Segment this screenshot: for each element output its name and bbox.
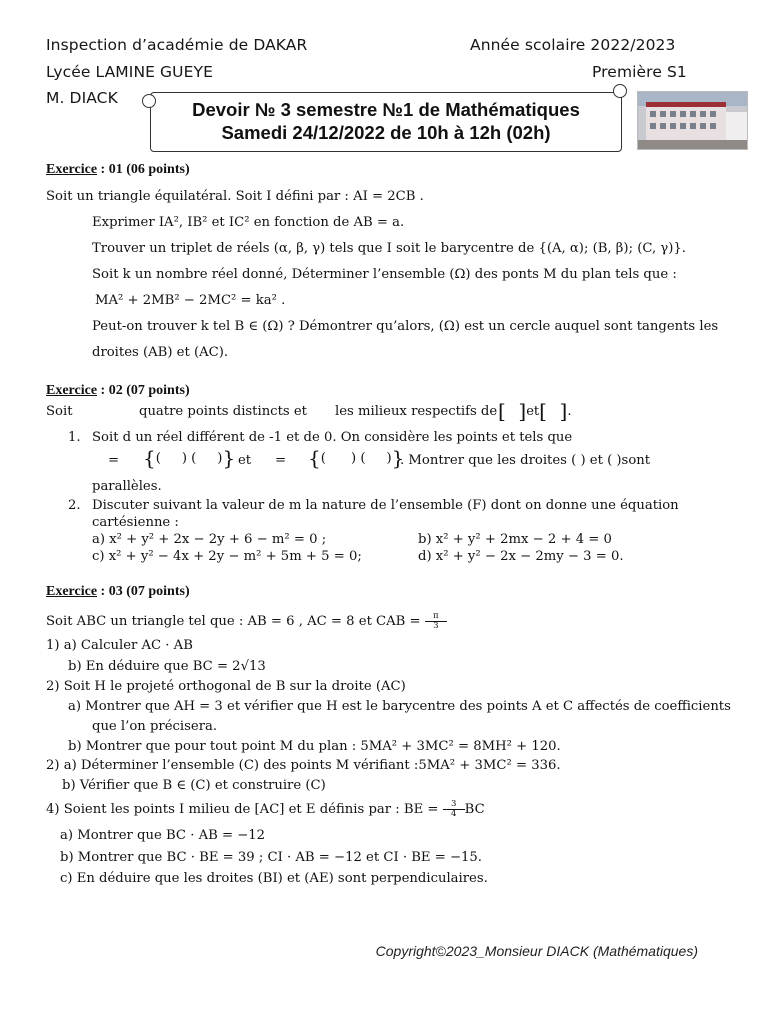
ex3-q4 xyxy=(46,800,485,819)
ex3-q4-fraction xyxy=(443,800,465,819)
academy-name: Inspection d’académie de DAKAR xyxy=(46,36,308,54)
ex2-q2-text: Discuter suivant la valeur de m la nature de l’ensemble (F) dont on donne une équation xyxy=(92,498,679,513)
ex2-et-word: et xyxy=(526,404,540,419)
ex3-q2a-2: que l’on précisera. xyxy=(92,719,218,734)
ex1-line-1: Soit un triangle équilatéral. Soit I défini par : AI = 2CB . xyxy=(46,189,424,204)
ex3-q1b: b) En déduire que BC = 2√13 xyxy=(68,659,266,674)
ex3-q4-tail: BC xyxy=(464,802,485,817)
ex1-line-2: Exprimer IA², IB² et IC² en fonction de AB = a. xyxy=(92,215,405,230)
ex3-line-1 xyxy=(46,612,447,631)
ex1-line-4: Soit k un nombre réel donné, Déterminer l’ensemble (Ω) des ponts M du plan tels que : xyxy=(92,267,677,282)
ex2-q1-end: parallèles. xyxy=(92,479,162,494)
ex2-q2-number: 2. xyxy=(68,498,81,513)
exercise-3-label: Exercice xyxy=(46,584,98,599)
scroll-curl-left xyxy=(142,94,156,108)
ex3-q4-text: 4) Soient les points I milieu de [AC] et E définis par : BE = xyxy=(46,802,439,817)
title-line-2: Samedi 24/12/2022 de 10h à 12h (02h) xyxy=(221,122,551,143)
exercise-2-heading xyxy=(46,383,190,399)
ex1-line-7: droites (AB) et (AC). xyxy=(92,345,229,360)
school-year: Année scolaire 2022/2023 xyxy=(470,36,676,54)
exercise-1-label: Exercice xyxy=(46,162,98,177)
exercise-3-points: : 03 (07 points) xyxy=(100,584,190,599)
ex2-eq-a: a) x² + y² + 2x − 2y + 6 − m² = 0 ; xyxy=(92,532,327,547)
ex3-q3a: 2) a) Déterminer l’ensemble (C) des points M vérifiant :5MA² + 3MC² = 336. xyxy=(46,758,561,773)
ex2-q1-eq2: = xyxy=(275,453,287,468)
ex3-q3b: b) Vérifier que B ∈ (C) et construire (C) xyxy=(62,778,326,793)
exercise-1-points: : 01 (06 points) xyxy=(100,162,190,177)
class-name: Première S1 xyxy=(592,63,687,81)
title-line-1: Devoir № 3 semestre №1 de Mathématiques xyxy=(192,99,580,120)
ex3-q2a: a) Montrer que AH = 3 et vérifier que H est le barycentre des points A et C affectés de coefficients xyxy=(68,699,731,714)
school-building-photo xyxy=(637,91,748,150)
ex1-line-3: Trouver un triplet de réels (α, β, γ) tels que I soit le barycentre de {(A, α); (B, β); (C, γ)}. xyxy=(92,241,686,256)
ex2-eq-d: d) x² + y² − 2x − 2my − 3 = 0. xyxy=(418,549,624,564)
ex1-line-6: Peut-on trouver k tel B ∈ (Ω) ? Démontrer qu’alors, (Ω) est un cercle auquel sont tangents les xyxy=(92,319,719,334)
scroll-curl-right xyxy=(613,84,627,98)
ex3-q4-num: 3 xyxy=(443,800,465,810)
ex3-q4-den: 4 xyxy=(450,809,457,819)
ex2-q1-set2: {( ) ( )} xyxy=(308,446,405,470)
ex3-q1a: 1) a) Calculer AC · AB xyxy=(46,638,193,653)
copyright: Copyright©2023_Monsieur DIACK (Mathématiques) xyxy=(375,943,698,959)
exercise-1-heading xyxy=(46,162,190,178)
ex2-q1-set1: {( ) ( )} xyxy=(143,446,236,470)
ex3-line-1-text: Soit ABC un triangle tel que : AB = 6 , AC = 8 et CAB = xyxy=(46,614,421,629)
exercise-3-heading xyxy=(46,584,190,600)
ex2-eq-c: c) x² + y² − 4x + 2y − m² + 5m + 5 = 0; xyxy=(92,549,362,564)
exercise-2-label: Exercice xyxy=(46,383,98,398)
ex3-q4b: b) Montrer que BC · BE = 39 ; CI · AB = −12 et CI · BE = −15. xyxy=(60,850,483,865)
ex2-q1-text: Soit d un réel différent de -1 et de 0. On considère les points et tels que xyxy=(92,430,573,445)
ex2-line-1-b: quatre points distincts et xyxy=(139,404,307,419)
teacher-name: M. DIACK xyxy=(46,89,118,107)
ex2-line-1-c: les milieux respectifs de xyxy=(335,404,498,419)
ex2-q1-number: 1. xyxy=(68,430,81,445)
ex2-q2-text-2: cartésienne : xyxy=(92,515,179,530)
ex2-line-1-a: Soit xyxy=(46,404,73,419)
ex3-angle-num: π xyxy=(425,612,447,622)
ex2-q1-et: et xyxy=(238,453,252,468)
ex2-q1-tail: . Montrer que les droites ( ) et ( )sont xyxy=(400,453,651,468)
ex3-q4c: c) En déduire que les droites (BI) et (AE) sont perpendiculaires. xyxy=(60,871,488,886)
ex3-angle-den: 3 xyxy=(433,621,439,631)
ex3-q2: 2) Soit H le projeté orthogonal de B sur la droite (AC) xyxy=(46,679,406,694)
ex2-q1-eq1: = xyxy=(108,453,120,468)
title-scroll xyxy=(150,92,622,152)
ex2-eq-b: b) x² + y² + 2mx − 2 + 4 = 0 xyxy=(418,532,612,547)
ex3-q4a: a) Montrer que BC · AB = −12 xyxy=(60,828,266,843)
ex2-bracket-pair: [ ]et[ ]. xyxy=(498,399,572,423)
ex3-q2b: b) Montrer que pour tout point M du plan : 5MA² + 3MC² = 8MH² + 120. xyxy=(68,739,561,754)
school-name: Lycée LAMINE GUEYE xyxy=(46,63,213,81)
exercise-2-points: : 02 (07 points) xyxy=(100,383,190,398)
ex3-angle-fraction xyxy=(425,612,447,631)
ex1-line-5: MA² + 2MB² − 2MC² = ka² . xyxy=(95,293,286,308)
